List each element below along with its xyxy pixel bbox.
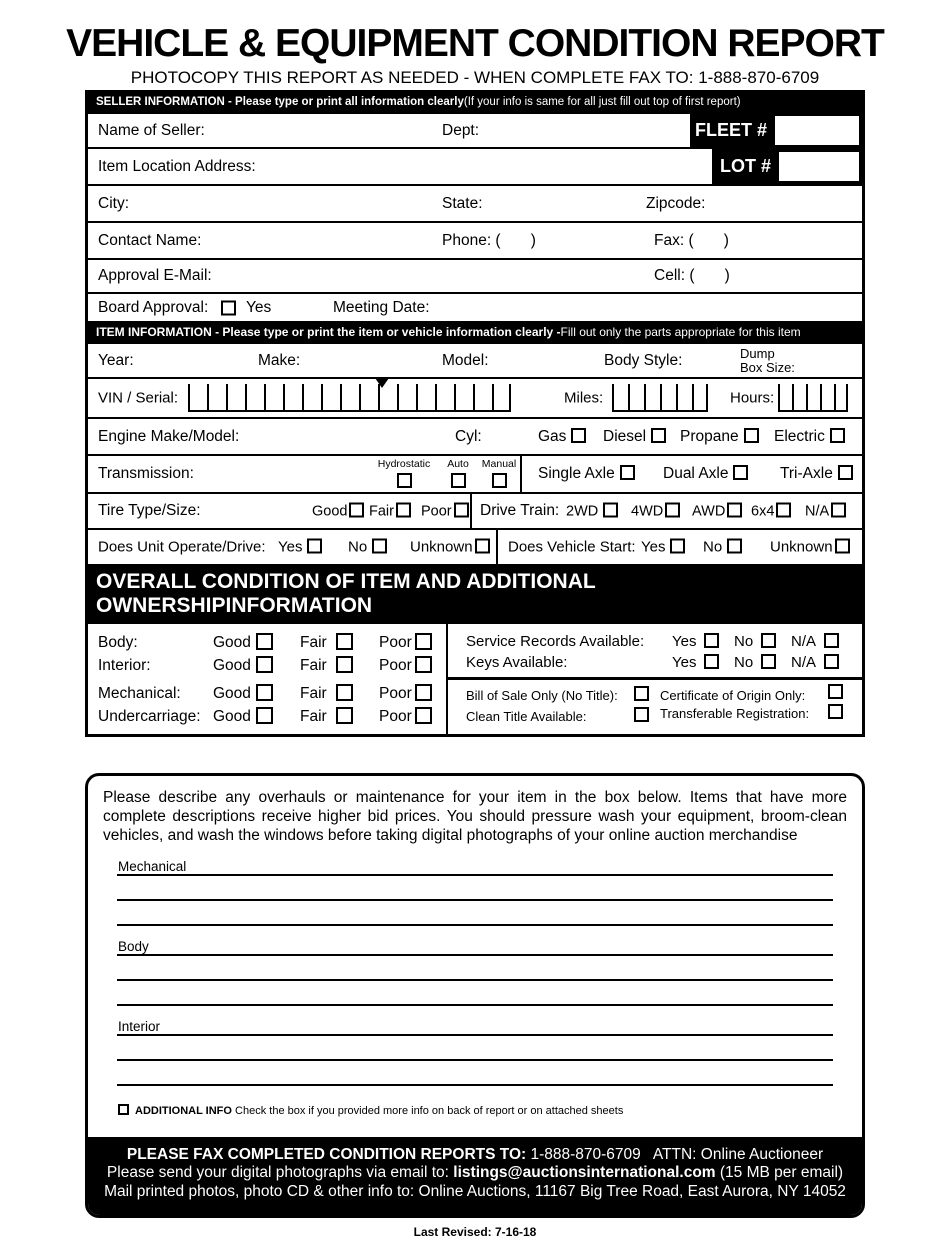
clean-title-checkbox[interactable] [634,707,649,722]
fuel-diesel-option: Diesel [603,428,666,446]
fleet-number-label: FLEET # [694,120,767,140]
vin-serial-label: VIN / Serial: [98,389,179,407]
tire-fair-checkbox[interactable] [396,503,411,518]
poor-label: Poor [379,685,412,702]
undercarriage-fair-checkbox[interactable] [336,707,353,724]
operate-yes-option: Yes [278,539,322,556]
cert-of-origin-checkbox[interactable] [828,684,843,699]
drive-4wd-option: 4WD [631,503,680,520]
mechanical-condition-label: Mechanical: [98,685,181,702]
divider [470,494,472,528]
drive-train-label: Drive Train: [480,502,560,519]
undercarriage-condition-label: Undercarriage: [98,708,201,725]
poor-label: Poor [379,634,412,651]
service-na-checkbox[interactable] [824,633,839,648]
city-state-zip-row[interactable] [88,184,862,221]
divider [446,677,862,680]
operate-unknown-checkbox[interactable] [475,539,490,554]
fuel-gas-option: Gas [538,428,586,446]
lot-number-label: LOT # [719,156,771,176]
diesel-checkbox[interactable] [651,428,666,443]
lot-number-input[interactable] [779,152,859,181]
auto-checkbox[interactable] [451,473,466,488]
drive-na-option: N/A [805,503,846,520]
contact-name-label: Contact Name: [98,231,202,249]
manual-option: Manual [478,459,520,489]
item-header-note: Fill out only the parts appropriate for this item [560,325,801,339]
body-good-checkbox[interactable] [256,633,273,650]
yes-label: Yes [672,633,697,650]
board-approval-yes-label: Yes [246,298,272,316]
manual-checkbox[interactable] [492,473,507,488]
good-label: Good [213,657,251,674]
drive-awd-option: AWD [692,503,742,520]
start-yes-checkbox[interactable] [670,539,685,554]
electric-checkbox[interactable] [830,428,845,443]
item-information-header [88,321,862,342]
does-vehicle-start-label: Does Vehicle Start: [508,538,636,556]
mechanical-poor-checkbox[interactable] [415,684,432,701]
na-label: N/A [791,633,817,650]
transmission-row[interactable] [88,454,862,492]
cert-of-origin-label: Certificate of Origin Only: [660,688,806,703]
fleet-number-input[interactable] [775,116,859,145]
interior-notes-label: Interior [118,1018,161,1034]
additional-info-checkbox[interactable] [118,1104,129,1115]
body-condition-label: Body: [98,634,138,651]
writing-line[interactable] [117,1004,833,1006]
gas-checkbox[interactable] [571,428,586,443]
transferable-registration-checkbox[interactable] [828,704,843,719]
start-yes-option: Yes [641,539,685,556]
state-label: State: [442,194,483,212]
writing-line[interactable] [117,979,833,981]
interior-good-checkbox[interactable] [256,656,273,673]
6x4-checkbox[interactable] [776,503,791,518]
bill-of-sale-label: Bill of Sale Only (No Title): [466,688,618,703]
good-label: Good [213,708,251,725]
tire-row[interactable] [88,492,862,528]
seller-name-row[interactable] [88,112,862,147]
footer-line-3: Mail printed photos, photo CD & other info to: Online Auctions, 11167 Big Tree Road, East Aurora, NY 14052 [104,1182,846,1200]
dual-axle-option: Dual Axle [663,465,748,483]
additional-info-row [118,1104,862,1117]
awd-checkbox[interactable] [727,503,742,518]
writing-line[interactable] [117,1059,833,1061]
board-approval-yes-checkbox[interactable] [221,300,236,315]
drive-2wd-option: 2WD [566,503,618,520]
propane-checkbox[interactable] [744,428,759,443]
fuel-electric-option: Electric [774,428,845,446]
service-no-checkbox[interactable] [761,633,776,648]
2wd-checkbox[interactable] [603,503,618,518]
description-box [85,773,865,1218]
hydrostatic-option: Hydrostatic [368,459,440,489]
operate-yes-checkbox[interactable] [307,539,322,554]
fax-label: Fax: ( ) [654,231,729,249]
keys-no-checkbox[interactable] [761,654,776,669]
approval-email-label: Approval E-Mail: [98,267,212,284]
operate-start-row[interactable] [88,528,862,564]
na-label: N/A [791,654,817,671]
tri-axle-checkbox[interactable] [838,465,853,480]
undercarriage-good-checkbox[interactable] [256,707,273,724]
body-poor-checkbox[interactable] [415,633,432,650]
footer-line-2: Please send your digital photographs via email to: listings@auctionsinternational.com (15 MB per email) [106,1164,844,1182]
divider [496,530,498,564]
hydrostatic-checkbox[interactable] [397,473,412,488]
footer-line-1: PLEASE FAX COMPLETED CONDITION REPORTS TO: 1-888-870-6709 ATTN: Online Auctioneer [126,1145,824,1163]
fleet-number-cell [690,114,862,147]
body-fair-checkbox[interactable] [336,633,353,650]
fair-label: Fair [300,657,327,674]
interior-poor-checkbox[interactable] [415,656,432,673]
writing-line[interactable] [117,899,833,901]
hours-label: Hours: [730,389,775,407]
writing-line[interactable] [117,1034,833,1036]
transferable-registration-label: Transferable Registration: [660,706,810,721]
dump-box-size-label: Dump Box Size: [740,345,795,375]
body-style-label: Body Style: [604,351,683,369]
cyl-label: Cyl: [455,427,482,445]
writing-line[interactable] [117,1084,833,1086]
tri-axle-option: Tri-Axle [780,465,853,483]
writing-line[interactable] [117,924,833,926]
start-unknown-checkbox[interactable] [835,539,850,554]
lot-number-cell [712,149,862,184]
poor-label: Poor [379,708,412,725]
condition-grid[interactable] [88,622,862,734]
tire-poor-option: Poor [421,503,469,520]
undercarriage-poor-checkbox[interactable] [415,707,432,724]
item-location-label: Item Location Address: [98,157,256,175]
year-make-model-row[interactable] [88,342,862,377]
good-label: Good [213,685,251,702]
hours-comb-input[interactable] [778,384,848,412]
body-notes-section [88,939,862,1006]
additional-info-label: ADDITIONAL INFO [135,1104,232,1117]
keys-na-checkbox[interactable] [824,654,839,669]
does-unit-operate-label: Does Unit Operate/Drive: [98,538,266,556]
tire-type-label: Tire Type/Size: [98,502,201,519]
service-yes-checkbox[interactable] [704,633,719,648]
make-label: Make: [258,351,301,369]
year-label: Year: [98,351,134,369]
drive-na-checkbox[interactable] [831,503,846,518]
clean-title-label: Clean Title Available: [466,709,587,724]
tire-good-checkbox[interactable] [349,503,364,518]
divider [520,456,522,492]
no-label: No [734,654,754,671]
body-notes-label: Body [118,938,149,954]
single-axle-checkbox[interactable] [620,465,635,480]
city-label: City: [98,194,129,212]
drive-6x4-option: 6x4 [751,503,791,520]
mechanical-notes-section [88,859,862,926]
bill-of-sale-checkbox[interactable] [634,686,649,701]
board-approval-row[interactable] [88,292,862,321]
writing-line[interactable] [117,874,833,876]
condition-report-form [85,90,865,737]
operate-unknown-option: Unknown [410,539,490,556]
fair-label: Fair [300,685,327,702]
description-instructions: Please describe any overhauls or maintenance for your item in the box below. Items that have more complete descriptions receive higher bid prices. You should pressure wash your equipment, broom-clean vehicles, and wash the windows before taking digital photographs of your online auction merchandise [103,789,847,844]
auto-option: Auto [440,459,476,489]
tire-good-option: Good [312,503,364,520]
seller-information-header [88,93,862,112]
vin-serial-row[interactable] [88,377,862,417]
last-revised: Last Revised: 7-16-18 [413,1224,537,1239]
start-no-checkbox[interactable] [727,539,742,554]
item-location-row[interactable] [88,147,862,184]
phone-label: Phone: ( ) [442,231,536,249]
page-title: VEHICLE & EQUIPMENT CONDITION REPORT [66,22,884,65]
yes-label: Yes [672,654,697,671]
start-unknown-option: Unknown [770,539,850,556]
contact-row[interactable] [88,221,862,258]
model-label: Model: [442,351,489,369]
dual-axle-checkbox[interactable] [733,465,748,480]
fuel-propane-option: Propane [680,428,759,446]
interior-notes-section [88,1019,862,1086]
mechanical-good-checkbox[interactable] [256,684,273,701]
name-of-seller-label: Name of Seller: [98,121,205,139]
fair-label: Fair [300,634,327,651]
additional-info-note: Check the box if you provided more info on back of report or on attached sheets [235,1104,624,1117]
single-axle-option: Single Axle [538,465,635,483]
interior-fair-checkbox[interactable] [336,656,353,673]
poor-label: Poor [379,657,412,674]
overall-condition-header: OVERALL CONDITION OF ITEM AND ADDITIONAL OWNERSHIPINFORMATION [88,564,862,622]
service-records-label: Service Records Available: [466,633,645,650]
tire-poor-checkbox[interactable] [454,503,469,518]
cell-label: Cell: ( ) [654,267,730,284]
seller-header-note: (If your info is same for all just fill out top of first report) [463,96,741,108]
good-label: Good [213,634,251,651]
dept-label: Dept: [442,121,480,139]
start-no-option: No [703,539,742,556]
email-row[interactable] [88,258,862,292]
interior-condition-label: Interior: [98,657,151,674]
miles-label: Miles: [564,389,604,407]
tire-fair-option: Fair [369,503,411,520]
seller-header-bold: SELLER INFORMATION - Please type or print all information clearly [96,96,464,108]
fair-label: Fair [300,708,327,725]
no-label: No [734,633,754,650]
keys-yes-checkbox[interactable] [704,654,719,669]
transmission-label: Transmission: [98,465,194,482]
meeting-date-label: Meeting Date: [333,298,430,316]
page-subtitle: PHOTOCOPY THIS REPORT AS NEEDED - WHEN COMPLETE FAX TO: 1-888-870-6709 [130,68,820,87]
keys-available-label: Keys Available: [466,654,568,671]
engine-make-model-label: Engine Make/Model: [98,427,240,445]
board-approval-label: Board Approval: [98,298,209,316]
4wd-checkbox[interactable] [665,503,680,518]
zipcode-label: Zipcode: [646,194,706,212]
miles-comb-input[interactable] [612,384,708,412]
engine-row[interactable] [88,417,862,454]
mechanical-notes-label: Mechanical [118,858,187,874]
item-header-bold: ITEM INFORMATION - Please type or print the item or vehicle information clearly - [96,325,561,339]
mechanical-fair-checkbox[interactable] [336,684,353,701]
fax-footer [88,1137,862,1215]
vin-comb-input[interactable] [188,384,511,412]
writing-line[interactable] [117,954,833,956]
operate-no-option: No [348,539,387,556]
operate-no-checkbox[interactable] [372,539,387,554]
